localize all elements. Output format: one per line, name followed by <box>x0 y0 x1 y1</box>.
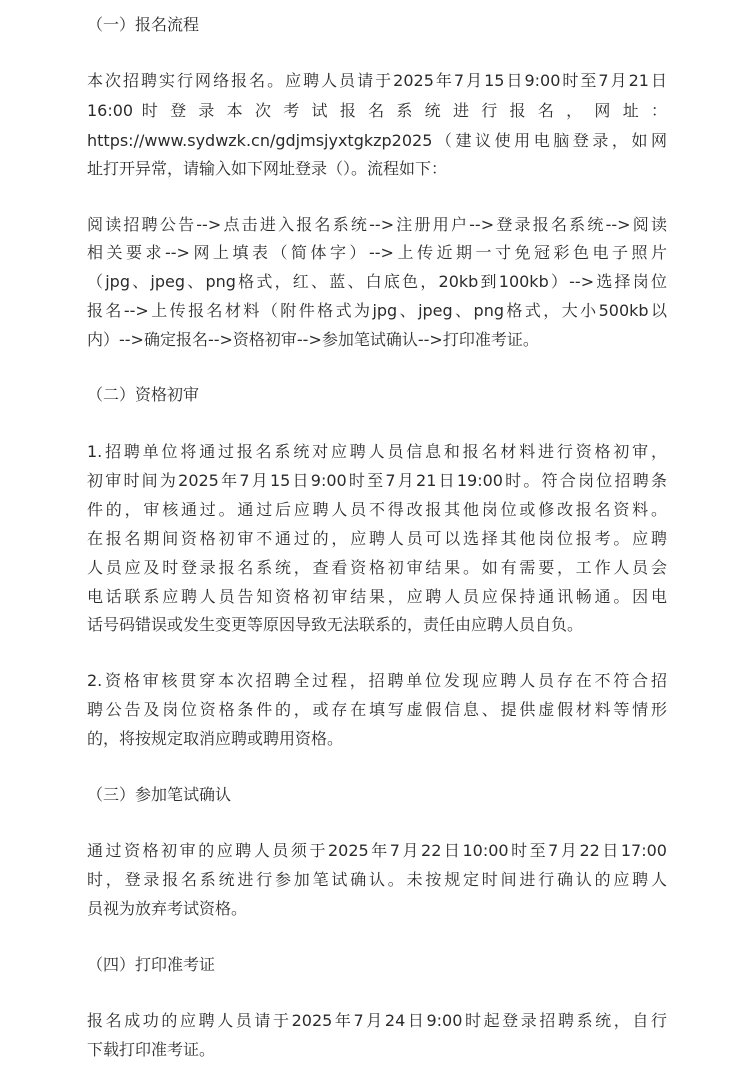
paragraph-line: 内）-->确定报名-->资格初审-->参加笔试确认-->打印准考证。 <box>87 330 539 349</box>
paragraph-line: 员视为放弃考试资格。 <box>87 899 248 918</box>
paragraph-line: 件的，审核通过。通过后应聘人员不得改报其他岗位或修改报名资料。 <box>87 500 667 519</box>
paragraph-line: 报名成功的应聘人员请于2025年7月24日9:00时起登录招聘系统，自行 <box>87 1011 667 1030</box>
section-heading-print-admission-ticket: （四）打印准考证 <box>87 955 216 974</box>
paragraph-line: 时，登录报名系统进行参加笔试确认。未按规定时间进行确认的应聘人 <box>87 870 667 889</box>
paragraph-line: 址打开异常，请输入如下网址登录（）。流程如下： <box>87 159 448 178</box>
paragraph-line: 在报名期间资格初审不通过的，应聘人员可以选择其他岗位报考。应聘 <box>87 529 667 548</box>
paragraph-line: 相关要求-->网上填表（简体字）-->上传近期一寸免冠彩色电子照片 <box>87 243 667 262</box>
paragraph-line: 人员应及时登录报名系统，查看资格初审结果。如有需要，工作人员会 <box>87 558 667 577</box>
section-heading-registration-process: （一）报名流程 <box>87 15 200 34</box>
paragraph-line: （jpg、jpeg、png格式，红、蓝、白底色，20kb到100kb）-->选择岗位 <box>87 272 667 291</box>
paragraph-line-with-url: https://www.sydwzk.cn/gdjmsjyxtgkzp2025（建议使用电脑登录，如网 <box>87 131 667 150</box>
paragraph-line: 话号码错误或发生变更等原因导致无法联系的，责任由应聘人员自负。 <box>87 615 584 634</box>
paragraph-line: 电话联系应聘人员告知资格初审结果，应聘人员应保持通讯畅通。因电 <box>87 587 667 606</box>
paragraph-line: 16:00 时 登 录 本 次 考 试 报 名 系 统 进 行 报 名 ， 网 址 ： <box>87 101 667 120</box>
paragraph-line: 下载打印准考证。 <box>87 1040 216 1059</box>
paragraph-line: 1.招聘单位将通过报名系统对应聘人员信息和报名材料进行资格初审， <box>87 442 667 461</box>
section-heading-qualification-review: （二）资格初审 <box>87 385 200 404</box>
paragraph-line: 报名-->上传报名材料（附件格式为jpg、jpeg、png格式，大小500kb以 <box>87 301 667 320</box>
paragraph-line: 本次招聘实行网络报名。应聘人员请于2025年7月15日9:00时至7月21日 <box>87 71 667 90</box>
section-heading-written-exam-confirmation: （三）参加笔试确认 <box>87 785 232 804</box>
paragraph-line: 初审时间为2025年7月15日9:00时至7月21日19:00时。符合岗位招聘条 <box>87 471 667 490</box>
paragraph-line: 阅读招聘公告-->点击进入报名系统-->注册用户-->登录报名系统-->阅读 <box>87 215 667 234</box>
paragraph-line: 2.资格审核贯穿本次招聘全过程，招聘单位发现应聘人员存在不符合招 <box>87 671 667 690</box>
paragraph-line: 通过资格初审的应聘人员须于2025年7月22日10:00时至7月22日17:00 <box>87 841 667 860</box>
paragraph-line: 聘公告及岗位资格条件的，或存在填写虚假信息、提供虚假材料等情形 <box>87 700 667 719</box>
paragraph-line: 的，将按规定取消应聘或聘用资格。 <box>87 729 344 748</box>
